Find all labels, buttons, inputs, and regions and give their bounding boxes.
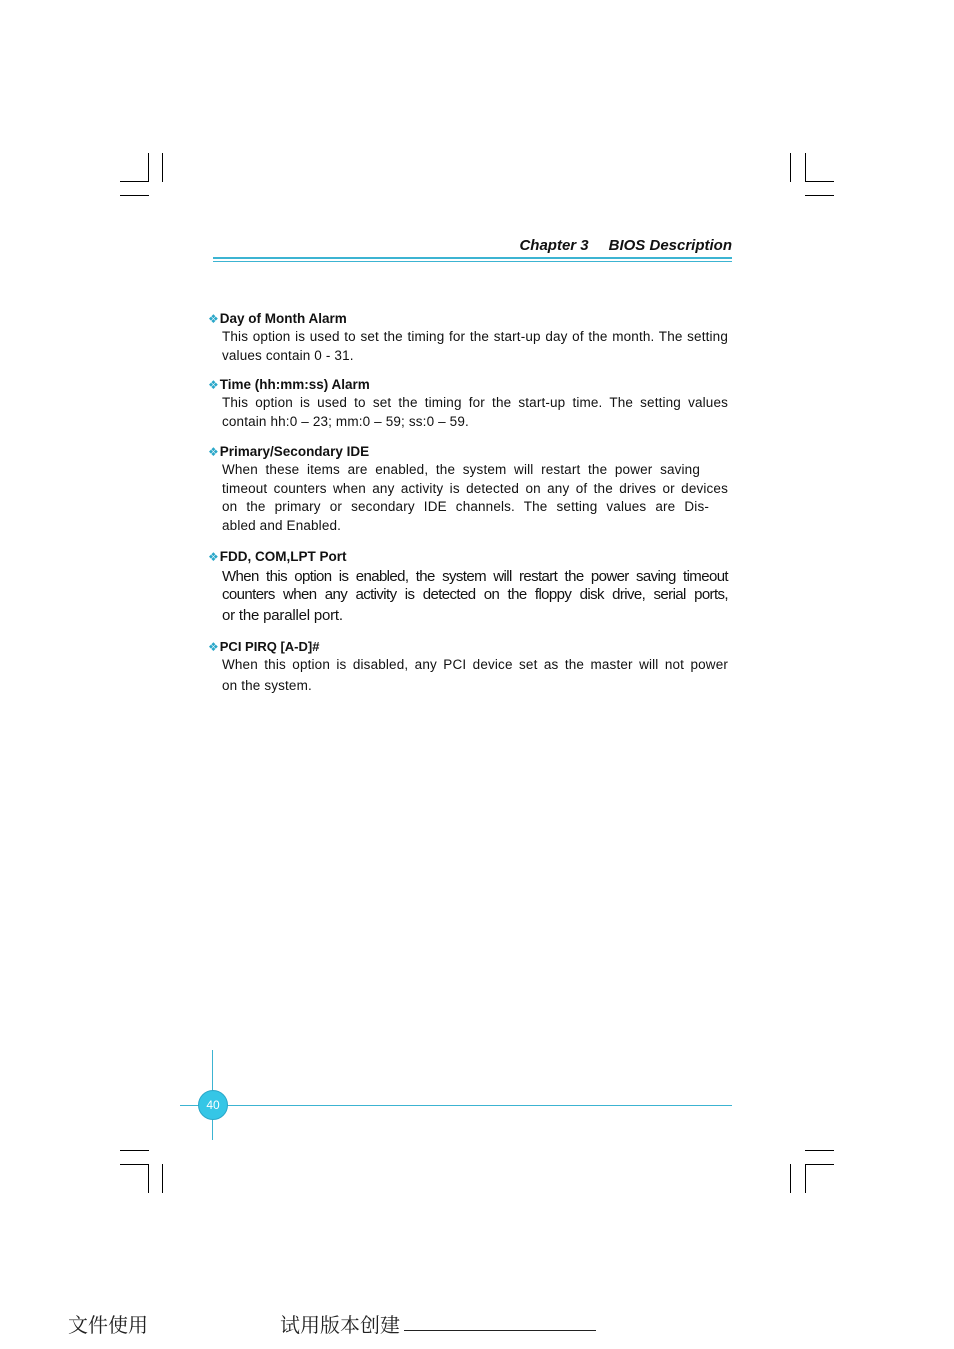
watermark-underline (404, 1330, 596, 1331)
option-pci-pirq (208, 638, 728, 696)
diamond-four-icon: ❖ (208, 640, 219, 654)
crop-mark (162, 153, 163, 182)
option-title-text: Day of Month Alarm (219, 311, 347, 326)
crop-mark (120, 1150, 149, 1151)
option-title-text: Primary/Secondary IDE (219, 444, 370, 459)
crop-mark (148, 153, 149, 182)
description-line: When these items are enabled, the system will restart the power saving (222, 462, 700, 477)
page-number: 40 (198, 1090, 228, 1120)
diamond-four-icon: ❖ (208, 445, 219, 459)
crop-mark (120, 195, 149, 196)
crop-mark (120, 181, 149, 182)
footer-rule (180, 1105, 732, 1106)
crop-mark (790, 1164, 791, 1193)
crop-mark (805, 1164, 834, 1165)
option-title-text: Time (hh:mm:ss) Alarm (219, 377, 370, 392)
description-line: This option is used to set the timing for the start-up time. The setting values (222, 395, 728, 410)
diamond-four-icon: ❖ (208, 312, 219, 326)
option-day-of-month-alarm (208, 310, 728, 365)
crop-mark (805, 153, 806, 182)
option-description (222, 394, 728, 431)
chapter-label: Chapter 3 (519, 237, 589, 254)
option-title (208, 548, 728, 566)
diamond-four-icon: ❖ (208, 378, 219, 392)
header-rule-thin (213, 261, 732, 262)
description-line: timeout counters when any activity is detected on any of the drives or devices (222, 480, 728, 496)
option-primary-secondary-ide (208, 443, 728, 535)
option-description (222, 567, 728, 626)
crop-mark (805, 181, 834, 182)
crop-mark (805, 1150, 834, 1151)
option-description (222, 461, 728, 535)
crop-mark (120, 1164, 149, 1165)
crop-mark (790, 153, 791, 182)
description-line: When this option is enabled, the system will restart the power saving timeout (222, 568, 728, 585)
option-title (208, 376, 728, 394)
option-title (208, 310, 728, 328)
description-line: counters when any activity is detected on the floppy disk drive, serial ports, (222, 586, 728, 603)
crop-mark (805, 1164, 806, 1193)
option-fdd-com-lpt-port (208, 548, 728, 626)
option-description (222, 328, 728, 365)
description-line: on the system. (222, 678, 312, 693)
description-line: values contain 0 - 31. (222, 347, 354, 363)
option-title (208, 443, 728, 461)
option-time-alarm (208, 376, 728, 431)
description-line: When this option is disabled, any PCI device set as the master will not power (222, 657, 728, 672)
option-title-text: PCI PIRQ [A-D]# (219, 639, 320, 654)
description-line: This option is used to set the timing for the start-up day of the month. The setting (222, 329, 728, 344)
description-line: contain hh:0 – 23; mm:0 – 59; ss:0 – 59. (222, 413, 469, 429)
description-line: abled and Enabled. (222, 517, 342, 533)
crop-mark (162, 1164, 163, 1193)
crop-mark (148, 1164, 149, 1193)
chapter-title: BIOS Description (608, 237, 732, 254)
header-rule (213, 257, 732, 259)
chapter-header (519, 237, 732, 254)
description-line: on the primary or secondary IDE channels. The setting values are Dis- (222, 499, 709, 514)
description-line: or the parallel port. (222, 606, 343, 624)
option-description (222, 654, 728, 696)
watermark-right: 试用版本创建 (280, 1313, 400, 1337)
crop-mark (805, 195, 834, 196)
diamond-four-icon: ❖ (208, 550, 219, 564)
option-title-text: FDD, COM,LPT Port (219, 549, 347, 564)
watermark-left: 文件使用 (68, 1313, 148, 1337)
